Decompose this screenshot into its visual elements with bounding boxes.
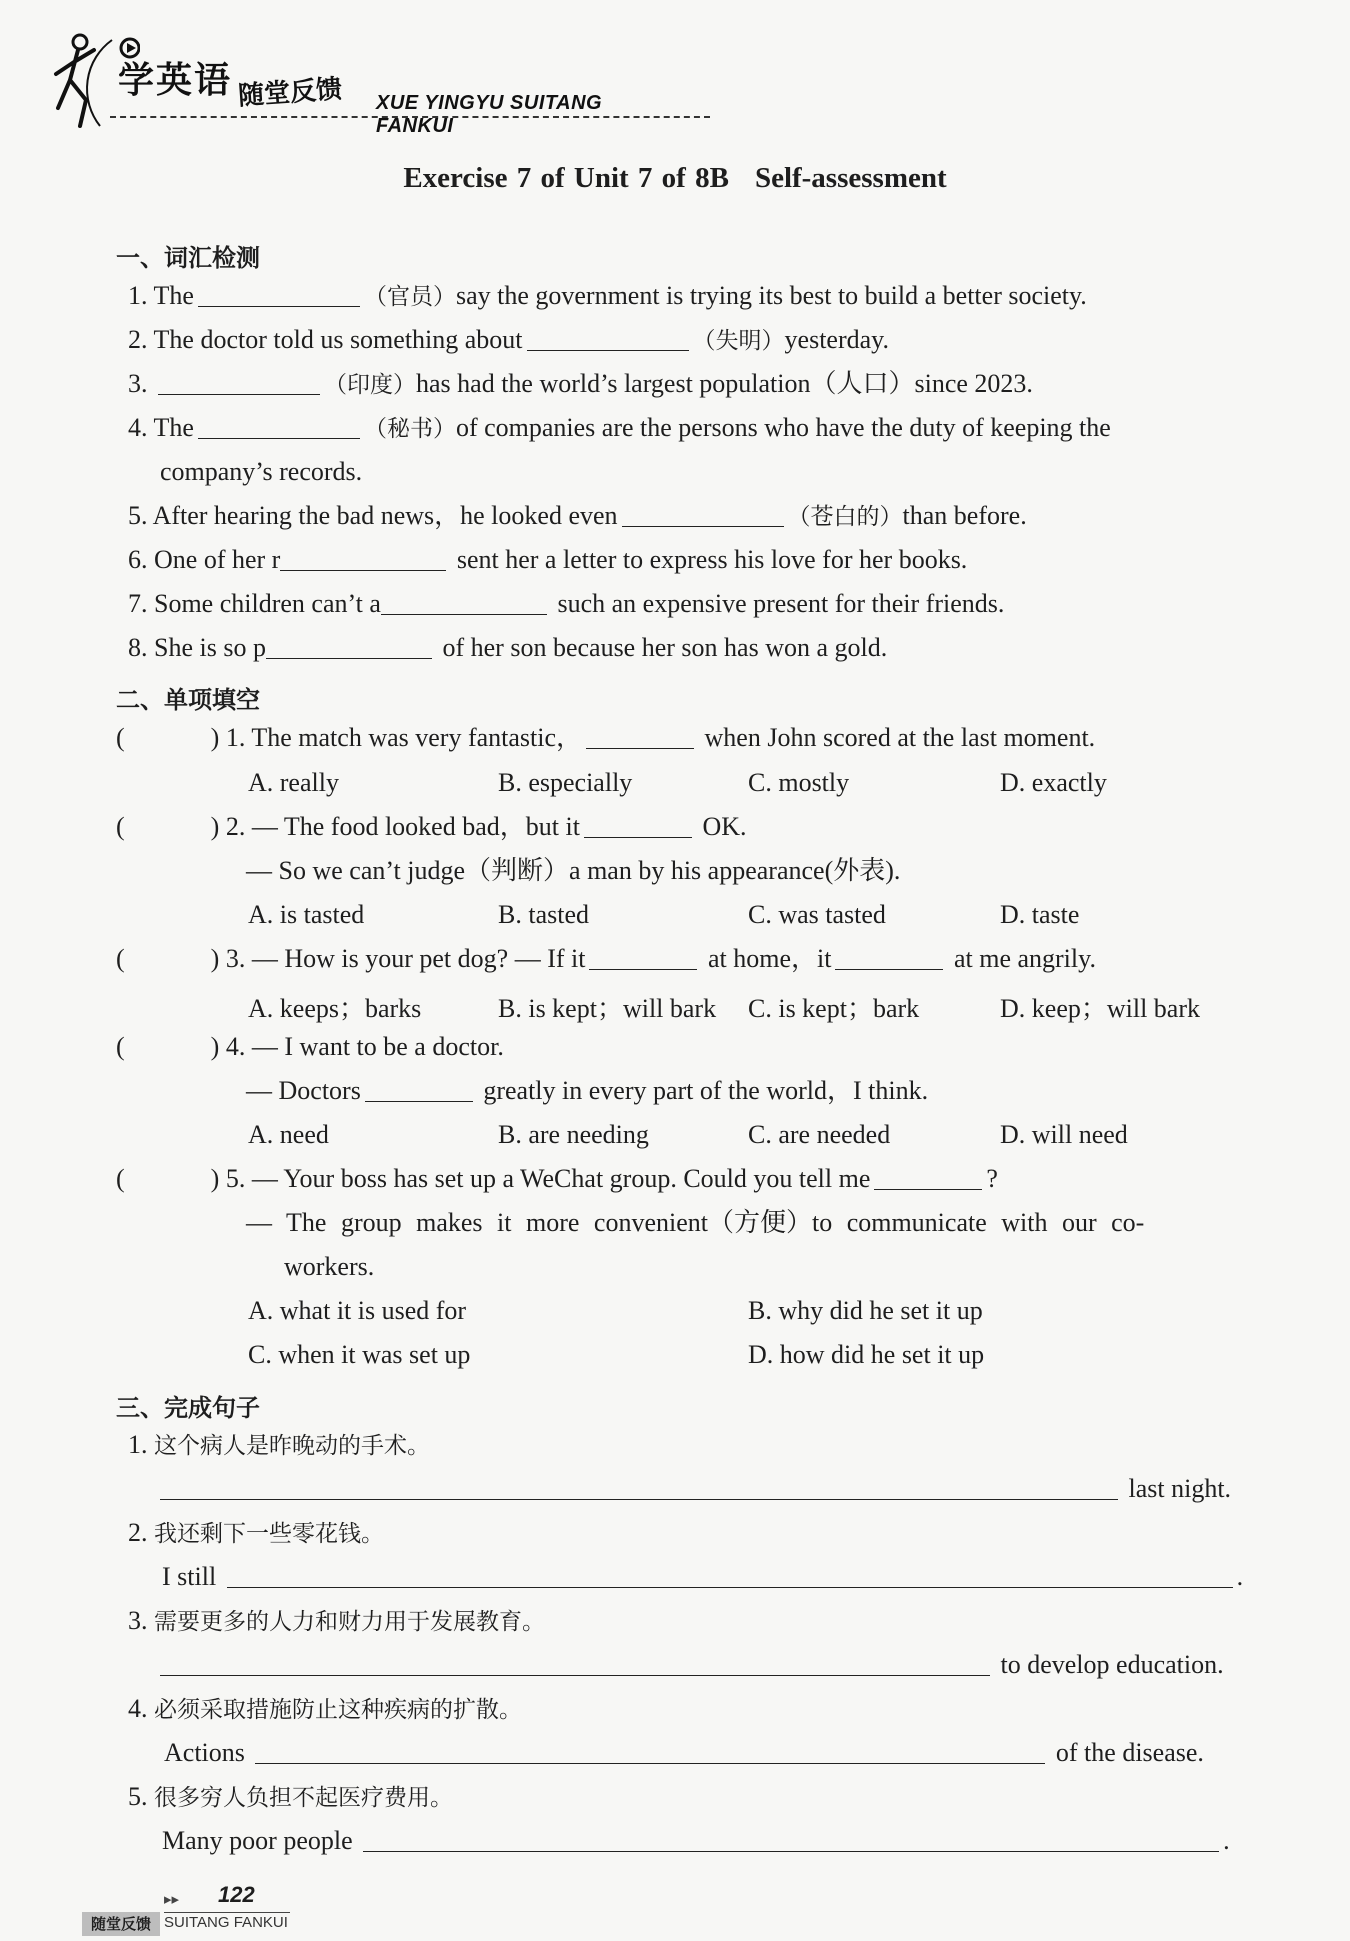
option-d: D. how did he set it up	[748, 1340, 985, 1369]
option-a: A. keeps；barks	[248, 994, 422, 1023]
section-2-heading: 二、单项填空	[116, 686, 260, 714]
mc-question-4: ( ) 4. — I want to be a doctor.	[116, 1032, 504, 1061]
sentence-item-1-cn: 1. 这个病人是昨晚动的手术。	[128, 1430, 430, 1459]
option-a: A. really	[248, 768, 339, 797]
answer-blank[interactable]	[584, 811, 692, 838]
header-title-cn-2: 随堂反馈	[237, 74, 344, 112]
answer-blank[interactable]	[280, 544, 446, 571]
mc-question-3: ( ) 3. — How is your pet dog? — If it at home，it at me angrily.	[116, 944, 1096, 973]
vocab-item-1: 1. The （官员）say the government is trying its best to build a better society.	[128, 281, 1087, 310]
sentence-item-2: I still .	[162, 1562, 1244, 1591]
answer-blank[interactable]	[198, 280, 360, 307]
answer-blank[interactable]	[266, 632, 432, 659]
answer-blank[interactable]	[365, 1075, 473, 1102]
sentence-item-4-cn: 4. 必须采取措施防止这种疾病的扩散。	[128, 1694, 522, 1723]
option-d: D. exactly	[1000, 768, 1107, 797]
header-divider	[110, 116, 710, 118]
option-b: B. especially	[498, 768, 633, 797]
footer-rule	[164, 1912, 290, 1913]
answer-blank[interactable]	[586, 722, 694, 749]
option-d: D. keep；will bark	[1000, 994, 1201, 1023]
answer-line[interactable]	[227, 1561, 1233, 1588]
mc-question-1: ( ) 1. The match was very fantastic， when John scored at the last moment.	[116, 723, 1096, 752]
footer-label: SUITANG FANKUI	[164, 1914, 288, 1931]
answer-blank[interactable]	[527, 324, 689, 351]
sentence-item-1: last night.	[160, 1472, 1231, 1506]
option-c: C. when it was set up	[248, 1340, 471, 1369]
sentence-item-3-cn: 3. 需要更多的人力和财力用于发展教育。	[128, 1606, 545, 1635]
page-number: 122	[218, 1882, 255, 1907]
header-banner	[50, 28, 670, 138]
option-c: C. mostly	[748, 768, 850, 797]
option-c: C. is kept；bark	[748, 994, 920, 1023]
mc-question-2: ( ) 2. — The food looked bad，but it OK.	[116, 812, 747, 841]
vocab-item-4-cont: company’s records.	[160, 457, 363, 486]
option-b: B. is kept；will bark	[498, 994, 717, 1023]
title-main: Exercise 7 of Unit 7 of 8B	[403, 162, 729, 194]
option-d: D. taste	[1000, 900, 1080, 929]
option-c: C. was tasted	[748, 900, 886, 929]
answer-line[interactable]	[363, 1825, 1219, 1852]
answer-blank[interactable]	[381, 588, 547, 615]
mc-question-5: ( ) 5. — Your boss has set up a WeChat group. Could you tell me ?	[116, 1164, 998, 1193]
answer-blank[interactable]	[835, 943, 943, 970]
option-b: B. are needing	[498, 1120, 649, 1149]
title-sub: Self-assessment	[754, 162, 947, 194]
mc-question-4-reply: — Doctors greatly in every part of the world，I think.	[246, 1076, 929, 1105]
vocab-item-7: 7. Some children can’t a such an expensive present for their friends.	[128, 589, 1005, 618]
vocab-item-4: 4. The （秘书）of companies are the persons who have the duty of keeping the	[128, 413, 1111, 442]
mc-question-2-reply: — So we can’t judge（判断）a man by his appearance(外表).	[246, 856, 901, 885]
answer-blank[interactable]	[622, 500, 784, 527]
mc-question-5-reply-cont: workers.	[284, 1252, 375, 1281]
answer-blank[interactable]	[158, 368, 320, 395]
footer-badge: 随堂反馈	[82, 1912, 160, 1936]
option-b: B. tasted	[498, 900, 589, 929]
answer-blank[interactable]	[198, 412, 360, 439]
option-c: C. are needed	[748, 1120, 891, 1149]
page-title	[0, 162, 1350, 195]
section-1-heading: 一、词汇检测	[116, 244, 260, 272]
answer-line[interactable]	[160, 1649, 990, 1676]
option-a: A. what it is used for	[248, 1296, 467, 1325]
double-arrow-icon: ▸▸	[164, 1892, 180, 1908]
sentence-item-3: to develop education.	[160, 1648, 1224, 1682]
sentence-item-5-cn: 5. 很多穷人负担不起医疗费用。	[128, 1782, 453, 1811]
sentence-item-5: Many poor people .	[162, 1826, 1230, 1855]
vocab-item-3: 3. （印度）has had the world’s largest population（人口）since 2023.	[128, 369, 1033, 398]
option-a: A. is tasted	[248, 900, 365, 929]
vocab-item-8: 8. She is so p of her son because her son has won a gold.	[128, 633, 888, 662]
header-title-cn: 学英语	[118, 60, 233, 101]
header-title-en: XUE YINGYU SUITANG FANKUI	[376, 92, 603, 137]
answer-line[interactable]	[160, 1473, 1118, 1500]
vocab-item-5: 5. After hearing the bad news，he looked even （苍白的）than before.	[128, 501, 1027, 530]
option-a: A. need	[248, 1120, 329, 1149]
section-3-heading: 三、完成句子	[116, 1394, 260, 1422]
sentence-item-2-cn: 2. 我还剩下一些零花钱。	[128, 1518, 384, 1547]
option-d: D. will need	[1000, 1120, 1128, 1149]
sentence-item-4: Actions of the disease.	[164, 1738, 1204, 1767]
vocab-item-6: 6. One of her r sent her a letter to express his love for her books.	[128, 545, 968, 574]
answer-blank[interactable]	[874, 1163, 982, 1190]
answer-blank[interactable]	[589, 943, 697, 970]
vocab-item-2: 2. The doctor told us something about （失明）yesterday.	[128, 325, 889, 354]
mc-question-5-reply: — The group makes it more convenient（方便）to communicate with our co-	[246, 1208, 1145, 1237]
option-b: B. why did he set it up	[748, 1296, 983, 1325]
answer-line[interactable]	[255, 1737, 1045, 1764]
